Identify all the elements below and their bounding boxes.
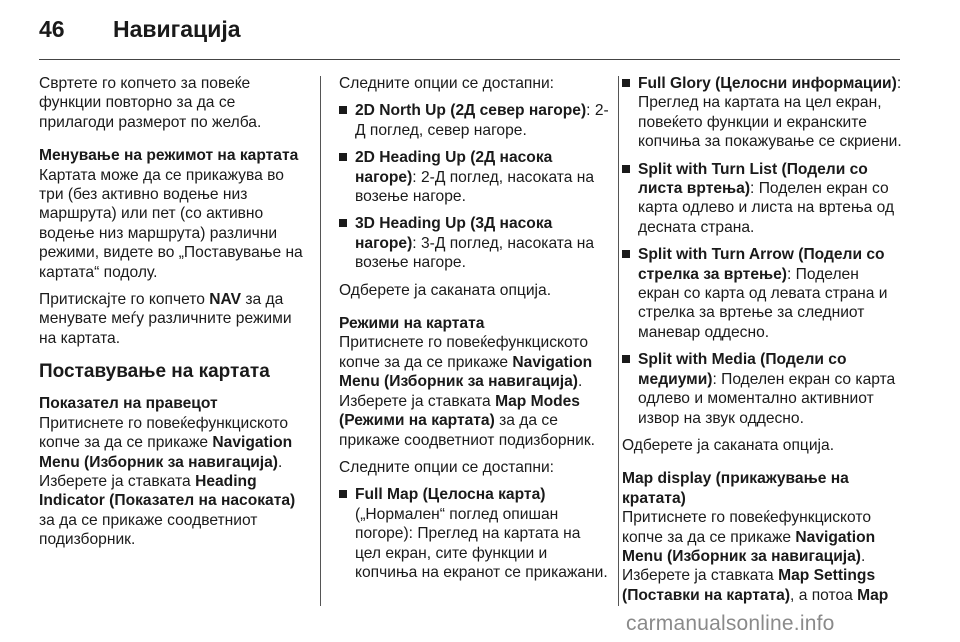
chapter-title: Навигација [113, 16, 241, 42]
column-divider-2 [618, 76, 619, 606]
paragraph: Притиснете го повеќефункциското копче за да се прикаже Navigation Menu (Изборник за навигација). Изберете ја ставката Map Settings (Поставки на картата), а потоа Map [622, 509, 889, 604]
list-item: Split with Turn Arrow (Подели со стрелка за вртење): Поделен екран со карта од левата страна и стрелка за вртење за следниот маневар оддесно. [622, 245, 904, 342]
bullet-icon [622, 250, 630, 258]
paragraph: Следните опции се достапни: [339, 75, 554, 92]
paragraph: Одберете ја саканата опција. [339, 281, 552, 299]
paragraph: Притиснете го повеќефункциското копче за да се прикаже Navigation Menu (Изборник за навигација). Изберете ја ставката Map Modes (Режими на картата) за да се прикаже соодветниот подизборник. [339, 334, 596, 449]
subheading: Режими на картата [339, 315, 485, 333]
paragraph: Свртете го копчето за повеќе функции повторно за да се прилагоди размерот по желба. [39, 75, 262, 131]
header-rule [39, 59, 900, 60]
list-item: 2D North Up (2Д север нагоре): 2-Д поглед, север нагоре. [339, 101, 609, 140]
watermark-text: carmanualsonline.info [626, 612, 835, 635]
bullet-icon [622, 79, 630, 87]
list-item: Split with Turn List (Подели со листа вртења): Поделен екран со карта одлево и листа на вртења од десната страна. [622, 160, 904, 238]
list-item: Split with Media (Подели со медиуми): Поделен екран со карта одлево и моментално активниот извор на звук оддесно. [622, 350, 904, 428]
column-1 [39, 74, 309, 558]
bullet-icon [339, 219, 347, 227]
column-3 [622, 74, 904, 613]
page-header [0, 0, 960, 60]
paragraph: Притискајте го копчето NAV за да менувате меѓу различните режими на картата. [39, 291, 292, 347]
column-divider-1 [320, 76, 321, 606]
bullet-icon [339, 490, 347, 498]
subheading: Показател на правецот [39, 395, 218, 413]
column-2 [339, 74, 609, 590]
list-item: 2D Heading Up (2Д насока нагоре): 2-Д поглед, насоката на возење нагоре. [339, 148, 609, 206]
subheading: Map display (прикажување на кратата) [622, 470, 849, 507]
paragraph: Одберете ја саканата опција. [622, 436, 835, 454]
bullet-icon [622, 355, 630, 363]
paragraph: Притиснете го повеќефункциското копче за да се прикаже Navigation Menu (Изборник за навигација). Изберете ја ставката Heading Indicator (Показател на насоката) за да се прикаже соодветниот подизборник. [39, 414, 296, 549]
option-list [339, 485, 609, 582]
list-item: Full Map (Целосна карта) („Нормален“ поглед опишан погоре): Преглед на картата на цел екран, сите функции и копчиња на екранот се прикажани. [339, 485, 609, 582]
section-heading: Поставување на картата [39, 361, 270, 383]
bullet-icon [622, 165, 630, 173]
option-list [339, 101, 609, 272]
subheading: Менување на режимот на картата [39, 147, 299, 165]
list-item: Full Glory (Целосни информации): Преглед на картата на цел екран, повеќето функции и екранските копчиња за покажување се скриени. [622, 74, 904, 152]
bullet-icon [339, 153, 347, 161]
paragraph: Картата може да се прикажува во три (без активно водење низ маршрута) или пет (со активно водење низ маршрута) различни режими, видете во „Поставување на картата“ подолу. [39, 166, 303, 281]
option-list [622, 74, 904, 428]
paragraph: Следните опции се достапни: [339, 458, 554, 476]
bullet-icon [339, 106, 347, 114]
list-item: 3D Heading Up (3Д насока нагоре): 3-Д поглед, насоката на возење нагоре. [339, 214, 609, 272]
page-number: 46 [39, 16, 65, 42]
